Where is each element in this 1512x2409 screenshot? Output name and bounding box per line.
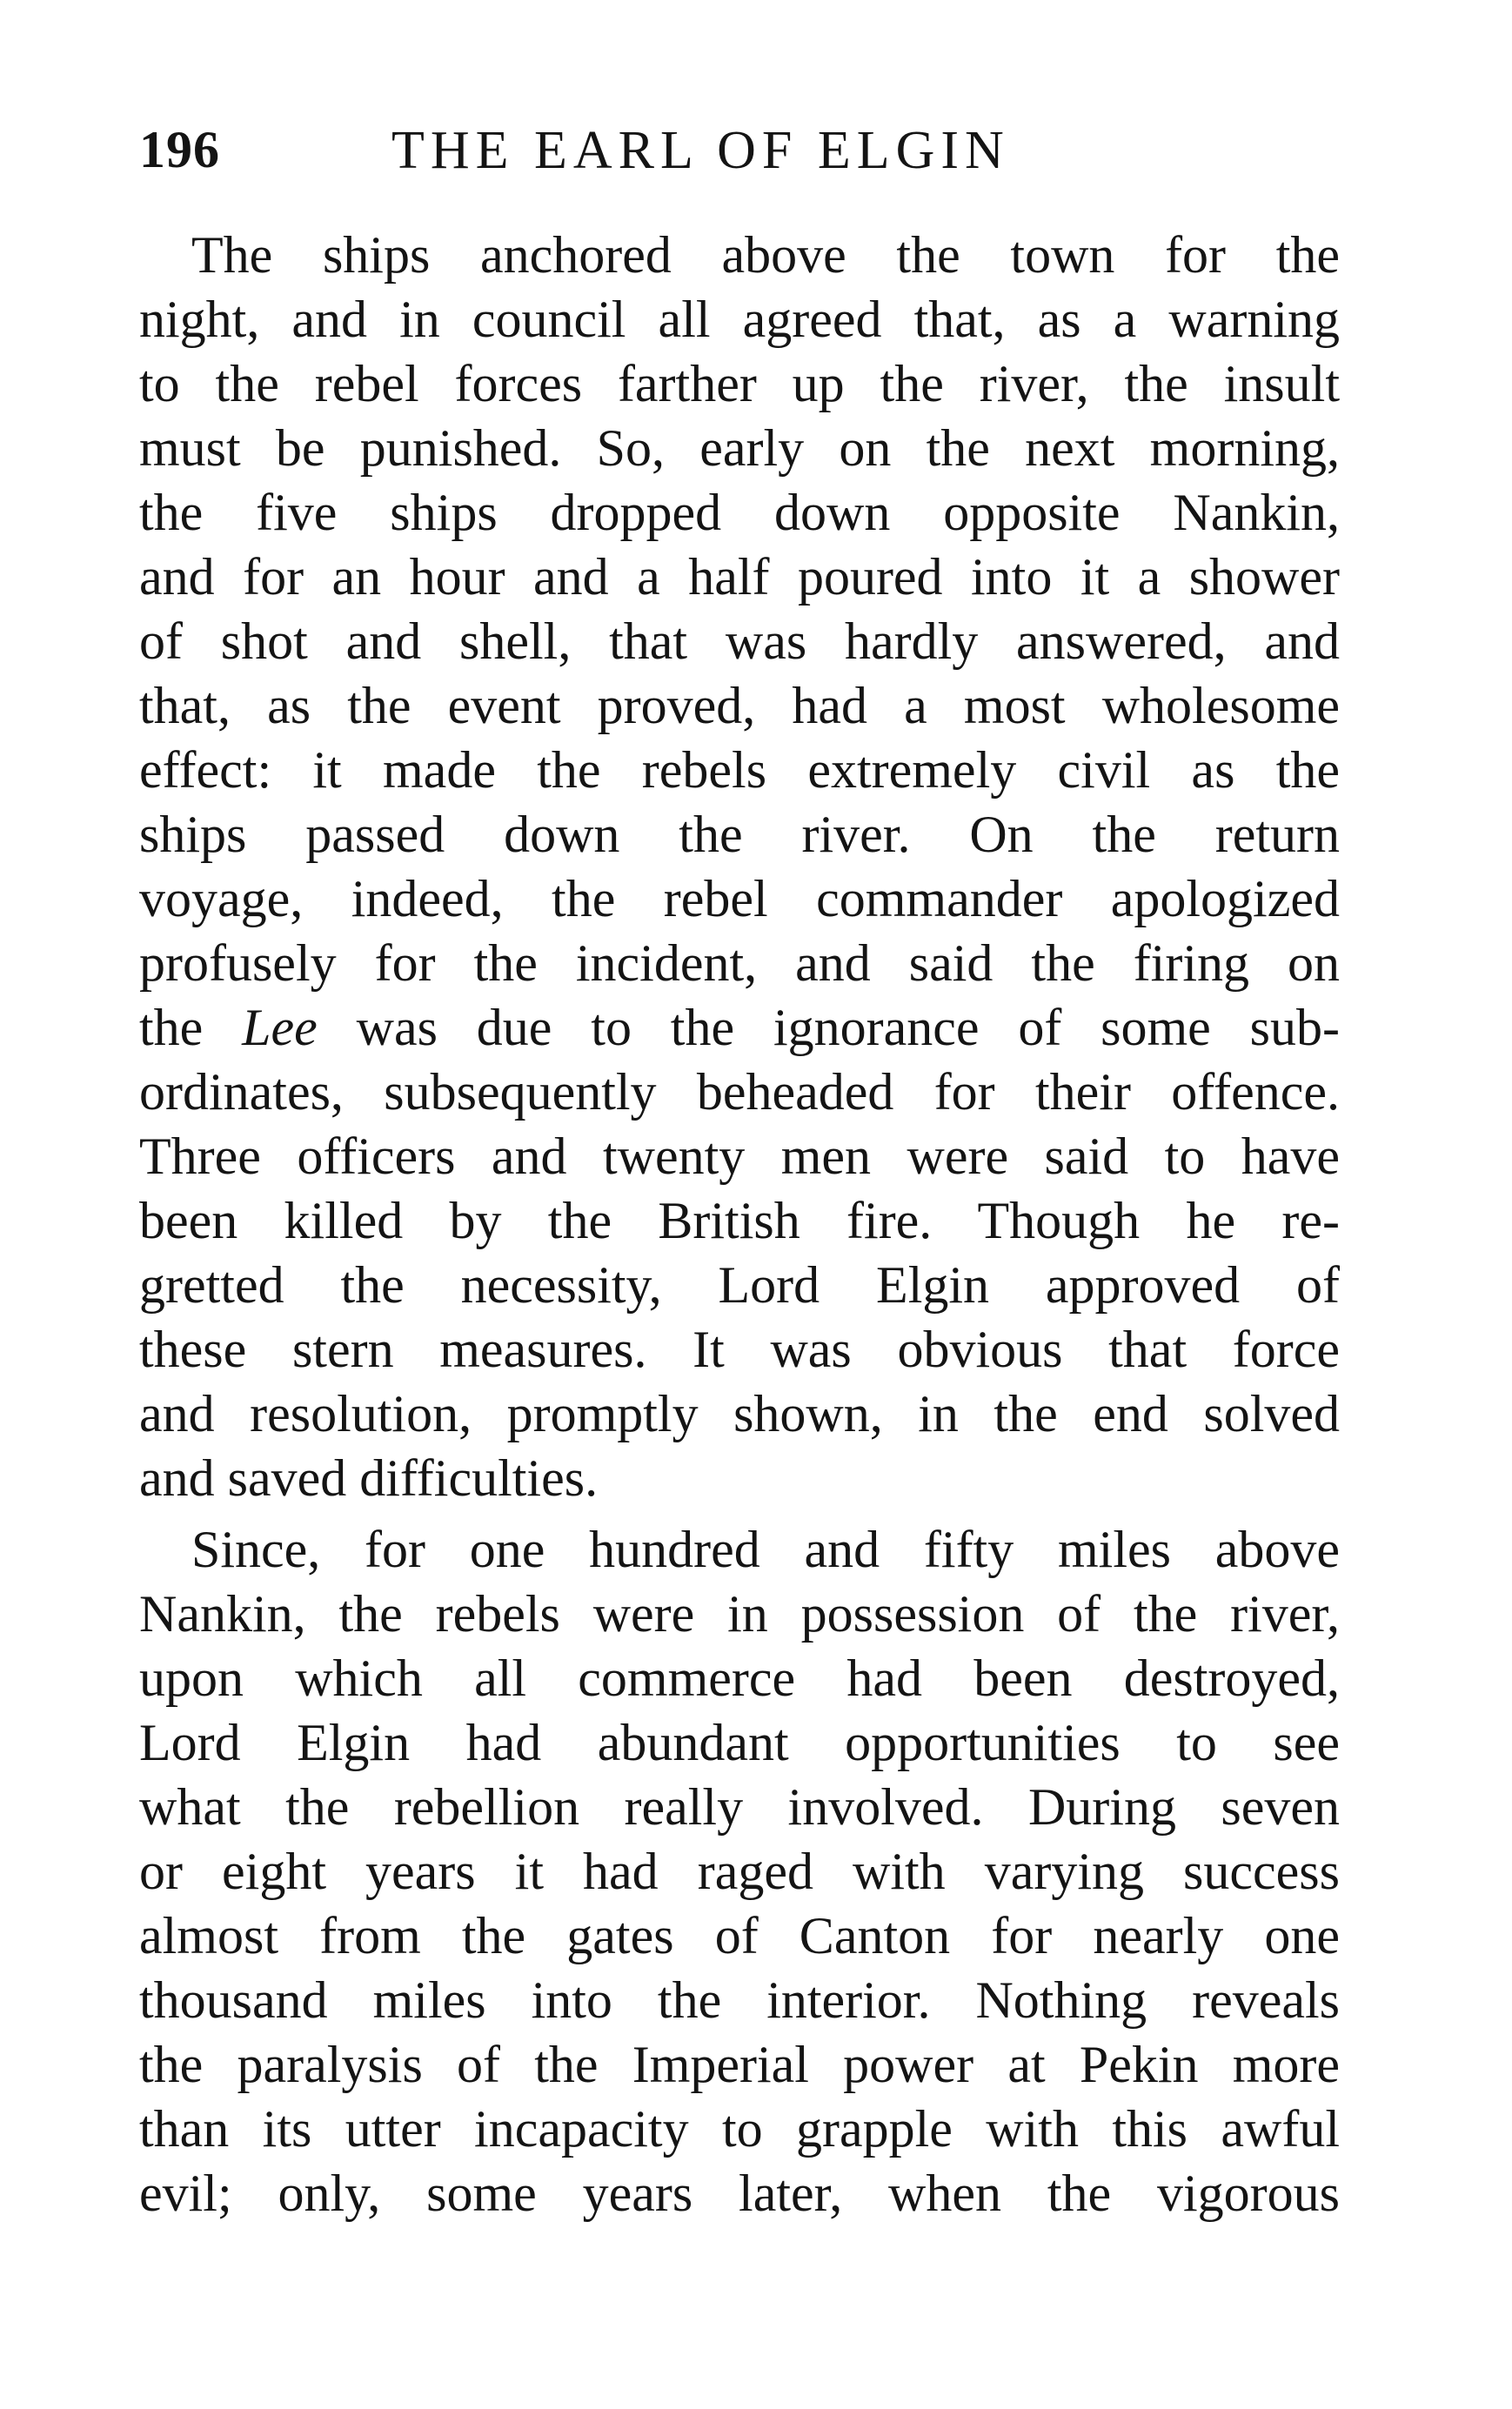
text-line: Nankin, the rebels were in possession of the river, <box>139 1585 1340 1643</box>
paragraph-2 <box>139 1517 1340 2225</box>
body-text <box>139 223 1340 2225</box>
text-line: that, as the event proved, had a most wholesome <box>139 677 1340 734</box>
text-line: evil; only, some years later, when the vigorous <box>139 2165 1340 2222</box>
running-title: THE EARL OF ELGIN <box>391 121 1010 180</box>
text-line: gretted the necessity, Lord Elgin approved of <box>139 1256 1340 1314</box>
text-line: Three officers and twenty men were said to have <box>139 1128 1340 1185</box>
text-line: voyage, indeed, the rebel commander apologized <box>139 870 1340 927</box>
text-line: the paralysis of the Imperial power at Pekin more <box>139 2036 1340 2093</box>
ship-name-lee: Lee <box>242 999 318 1056</box>
text-line: to the rebel forces farther up the river, the insult <box>139 355 1340 412</box>
text-line: Since, for one hundred and fifty miles above <box>139 1521 1340 1578</box>
text-line: almost from the gates of Canton for nearly one <box>139 1907 1340 1964</box>
text-line: and resolution, promptly shown, in the end solved <box>139 1385 1340 1442</box>
text-line: been killed by the British fire. Though he re- <box>139 1192 1340 1249</box>
lee-line-after: was due to the ignorance of some sub- <box>317 999 1340 1056</box>
text-line: what the rebellion really involved. During seven <box>139 1778 1340 1836</box>
text-line: and for an hour and a half poured into it a shower <box>139 548 1340 606</box>
text-line: profusely for the incident, and said the firing on <box>139 934 1340 992</box>
text-line: must be punished. So, early on the next morning, <box>139 419 1340 477</box>
text-line: than its utter incapacity to grapple with this awful <box>139 2100 1340 2158</box>
text-line: thousand miles into the interior. Nothing reveals <box>139 1971 1340 2029</box>
text-line: and saved difficulties. <box>139 1449 599 1507</box>
paragraph-1 <box>139 223 1340 1510</box>
text-line: ships passed down the river. On the return <box>139 806 1340 863</box>
text-line: Lord Elgin had abundant opportunities to see <box>139 1714 1340 1771</box>
text-line: ordinates, subsequently beheaded for their offence. <box>139 1063 1340 1121</box>
lee-line-before: the <box>139 999 243 1056</box>
text-line: upon which all commerce had been destroyed, <box>139 1649 1340 1707</box>
page-number: 196 <box>139 121 220 178</box>
text-line: of shot and shell, that was hardly answered, and <box>139 612 1340 670</box>
text-line: effect: it made the rebels extremely civil as the <box>139 741 1340 799</box>
text-line: the five ships dropped down opposite Nankin, <box>139 484 1340 541</box>
text-line: these stern measures. It was obvious that force <box>139 1321 1340 1378</box>
text-line: or eight years it had raged with varying success <box>139 1843 1340 1900</box>
text-line: The ships anchored above the town for the <box>139 226 1340 284</box>
text-line-lee <box>139 995 1340 1060</box>
paragraph-gap <box>139 1510 1340 1517</box>
text-line: night, and in council all agreed that, as a warning <box>139 291 1340 348</box>
